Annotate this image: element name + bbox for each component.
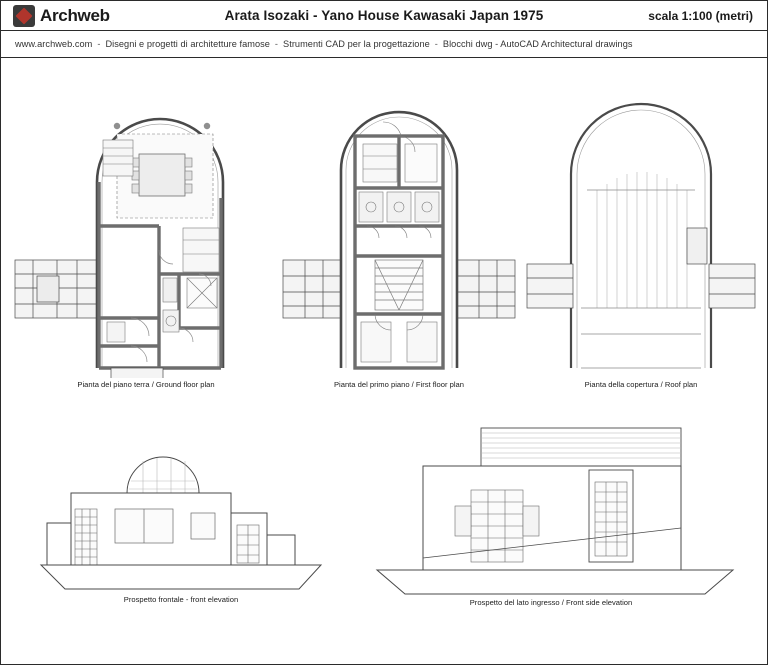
page-title: Arata Isozaki - Yano House Kawasaki Japan 1975: [224, 8, 544, 23]
separator-1: -: [97, 39, 101, 49]
subbar-item-2: Blocchi dwg - AutoCAD Architectural drawings: [442, 39, 633, 49]
subbar-item-1: Strumenti CAD per la progettazione: [283, 39, 430, 49]
archweb-logo[interactable]: [1, 5, 181, 27]
separator-2: -: [274, 39, 279, 49]
caption-front-elevation: Prospetto frontale - front elevation: [123, 595, 239, 604]
first-floor-plan: [279, 78, 519, 389]
roof-plan: [523, 78, 759, 389]
front-elevation: [31, 413, 331, 604]
subbar-item-0: Disegni e progetti di architetture famose: [105, 39, 270, 49]
subtitle-bar: [1, 31, 767, 58]
website-link[interactable]: www.archweb.com: [15, 39, 93, 49]
caption-front-side-elevation: Prospetto del lato ingresso / Front side elevation: [469, 598, 633, 607]
caption-first-floor-plan: Pianta del primo piano / First floor plan: [333, 380, 464, 389]
logo-text: Archweb: [40, 5, 110, 25]
caption-roof-plan: Pianta della copertura / Roof plan: [584, 380, 698, 389]
archweb-cube-icon: [13, 5, 35, 27]
front-side-elevation: [361, 408, 741, 607]
separator-3: -: [434, 39, 438, 49]
title-bar: [1, 1, 767, 31]
ground-floor-plan: [11, 78, 281, 389]
drawing-canvas: [1, 58, 767, 664]
caption-ground-floor-plan: Pianta del piano terra / Ground floor plan: [77, 380, 215, 389]
scale-label: scala 1:100 (metri): [648, 8, 753, 23]
